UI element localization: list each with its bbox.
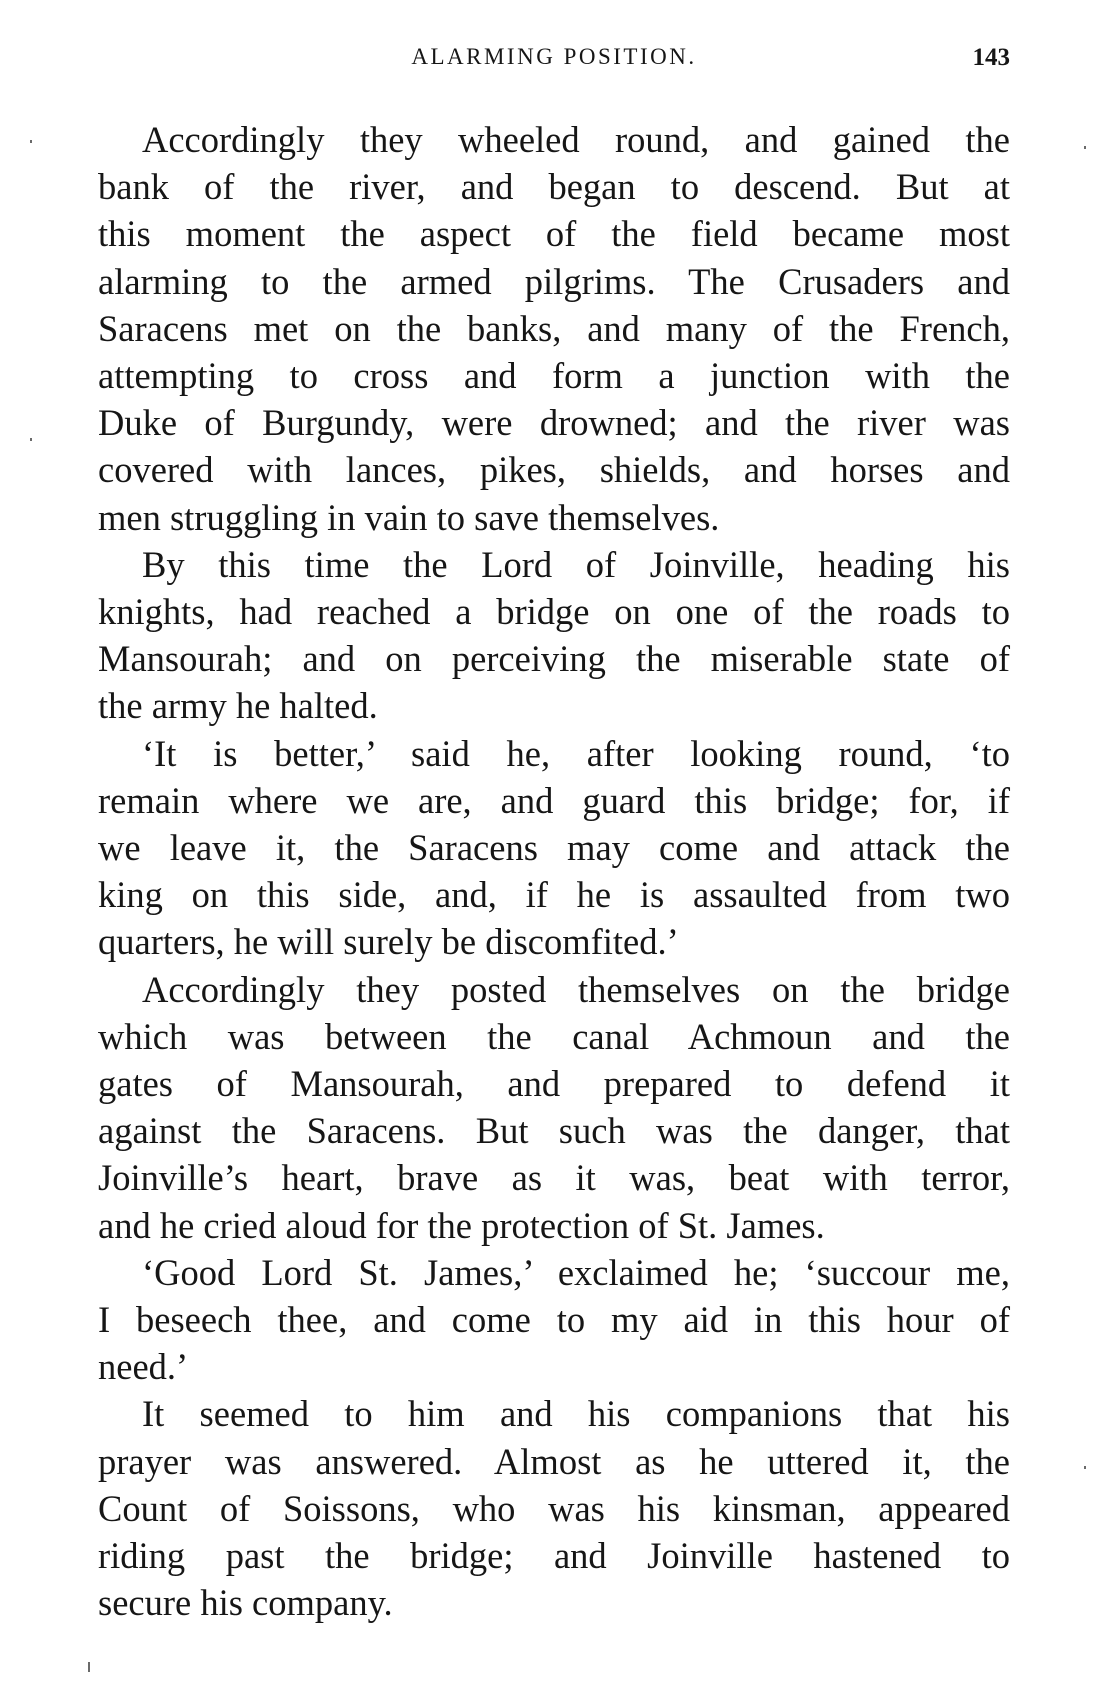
- text-line: gates of Mansourah, and prepared to defend it: [98, 1063, 1010, 1105]
- text-line: king on this side, and, if he is assaulted from two: [98, 874, 1010, 916]
- scan-speck: [1084, 1466, 1086, 1469]
- body-text: [98, 116, 1010, 1627]
- text-line: It seemed to him and his companions that his: [142, 1393, 1010, 1435]
- running-head: [98, 44, 1010, 84]
- scan-speck: [30, 438, 32, 441]
- text-line: prayer was answered. Almost as he uttered it, the: [98, 1440, 1010, 1482]
- paragraph-6: [98, 1390, 1010, 1626]
- paragraph-2: [98, 541, 1010, 730]
- text-line: quarters, he will surely be discomfited.’: [98, 921, 679, 963]
- paragraph-4: [98, 966, 1010, 1249]
- text-line: remain where we are, and guard this bridge; for, if: [98, 779, 1010, 821]
- running-title: ALARMING POSITION.: [411, 44, 697, 69]
- text-line: secure his company.: [98, 1582, 393, 1624]
- paragraph-5: [98, 1249, 1010, 1391]
- page-number: 143: [972, 44, 1010, 71]
- text-line: covered with lances, pikes, shields, and horses and: [98, 449, 1010, 491]
- text-line: Accordingly they posted themselves on the bridge: [142, 968, 1010, 1010]
- text-line: Mansourah; and on perceiving the miserable state of: [98, 638, 1010, 680]
- text-line: ‘It is better,’ said he, after looking round, ‘to: [142, 732, 1010, 774]
- text-line: attempting to cross and form a junction with the: [98, 355, 1010, 397]
- text-line: I beseech thee, and come to my aid in this hour of: [98, 1299, 1010, 1341]
- text-line: against the Saracens. But such was the danger, that: [98, 1110, 1010, 1152]
- text-line: Joinville’s heart, brave as it was, beat with terror,: [98, 1157, 1010, 1199]
- text-line: bank of the river, and began to descend. But at: [98, 166, 1010, 208]
- text-line: By this time the Lord of Joinville, heading his: [142, 543, 1010, 585]
- paragraph-1: [98, 116, 1010, 541]
- paragraph-3: [98, 730, 1010, 966]
- text-line: Count of Soissons, who was his kinsman, appeared: [98, 1487, 1010, 1529]
- text-line: Saracens met on the banks, and many of the French,: [98, 307, 1010, 349]
- text-line: Duke of Burgundy, were drowned; and the river was: [98, 402, 1010, 444]
- text-line: which was between the canal Achmoun and the: [98, 1015, 1010, 1057]
- text-line: men struggling in vain to save themselves.: [98, 496, 720, 538]
- text-line: alarming to the armed pilgrims. The Crusaders and: [98, 260, 1010, 302]
- text-line: this moment the aspect of the field became most: [98, 213, 1010, 255]
- scan-speck: [88, 1662, 90, 1672]
- scan-speck: [30, 140, 32, 143]
- text-line: need.’: [98, 1346, 189, 1388]
- text-line: and he cried aloud for the protection of St. James.: [98, 1204, 825, 1246]
- text-line: the army he halted.: [98, 685, 378, 727]
- text-line: knights, had reached a bridge on one of the roads to: [98, 591, 1010, 633]
- scan-speck: [1084, 146, 1086, 149]
- text-line: Accordingly they wheeled round, and gained the: [142, 119, 1010, 160]
- text-line: riding past the bridge; and Joinville hastened to: [98, 1535, 1010, 1577]
- text-line: we leave it, the Saracens may come and attack the: [98, 827, 1010, 869]
- text-line: ‘Good Lord St. James,’ exclaimed he; ‘succour me,: [142, 1251, 1010, 1293]
